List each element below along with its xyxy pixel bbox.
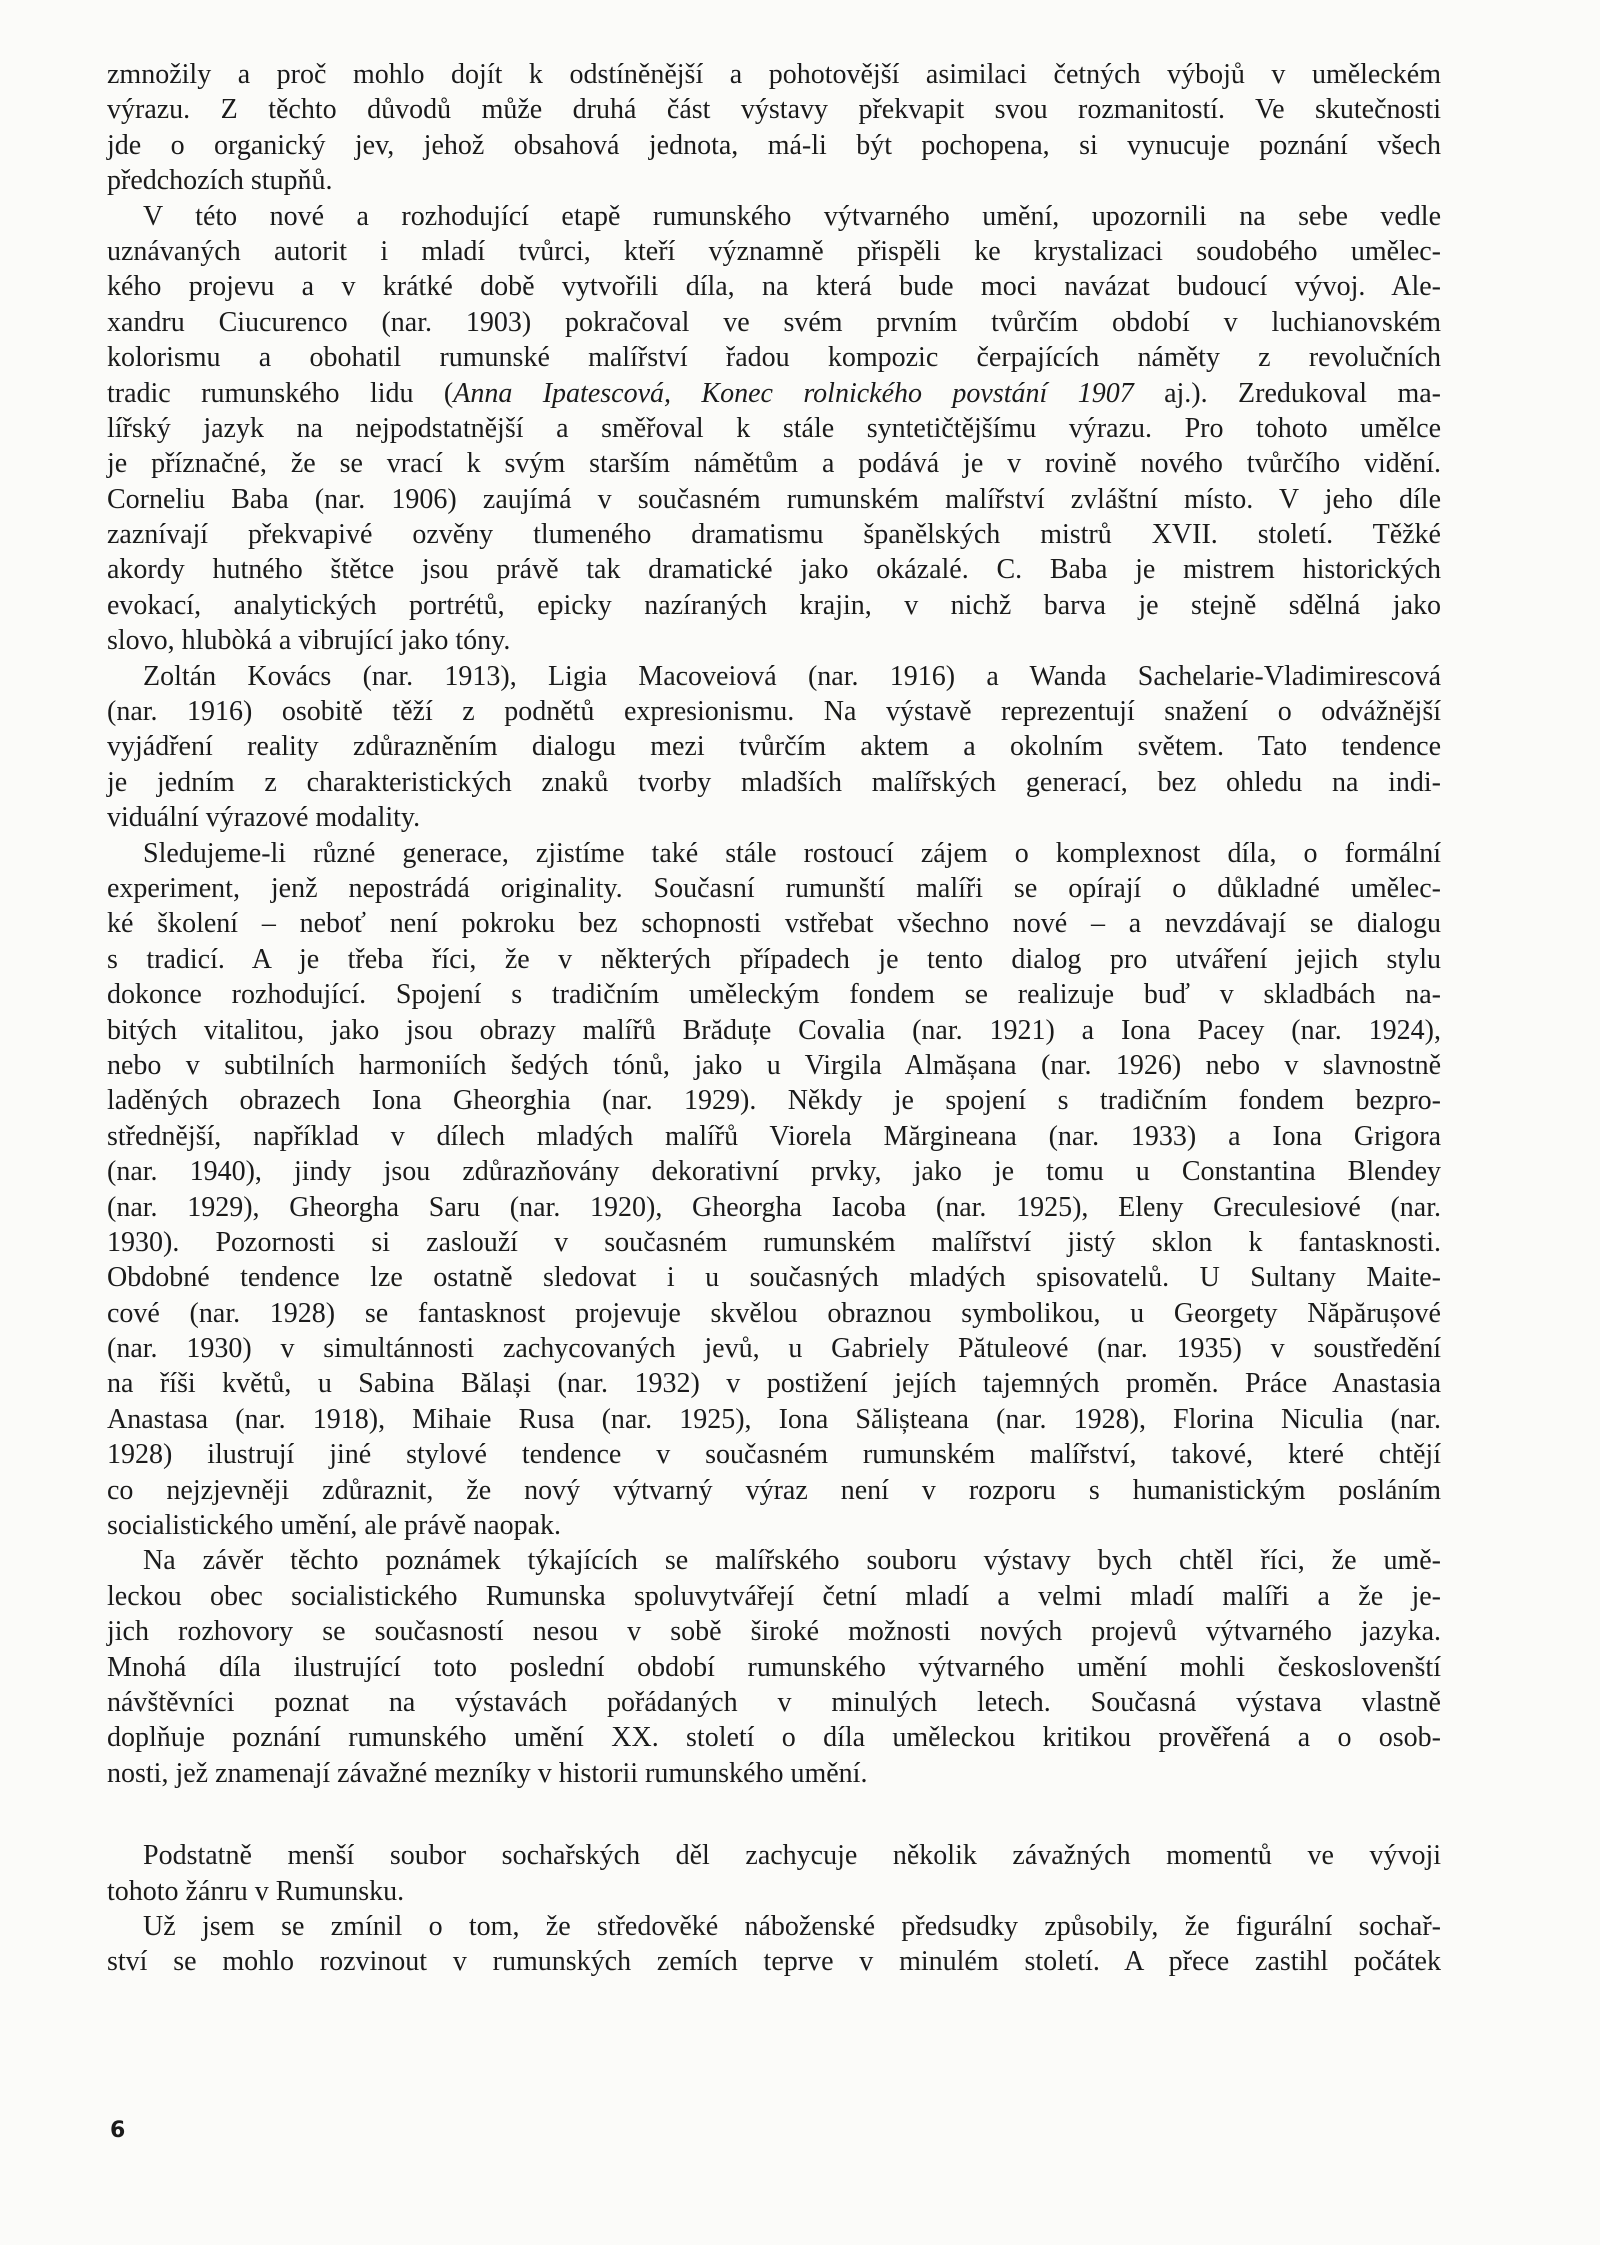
- text-line: Anastasa (nar. 1918), Mihaie Rusa (nar. 1925), Iona Sălișteana (nar. 1928), Florina Niculia (nar.: [107, 1403, 1441, 1435]
- text-line: předchozích stupňů.: [107, 165, 333, 197]
- text-line: Corneliu Baba (nar. 1906) zaujímá v současném rumunském malířství zvláštní místo. V jeho díle: [107, 483, 1441, 515]
- text-line: je jedním z charakteristických znaků tvorby mladších malířských generací, bez ohledu na indi-: [107, 766, 1441, 798]
- text-line: V této nové a rozhodující etapě rumunského výtvarného umění, upozornili na sebe vedle: [143, 200, 1441, 232]
- text-line: jich rozhovory se současností nesou v sobě široké možnosti nových projevů výtvarného jazyka.: [107, 1616, 1441, 1648]
- text-line: střednější, například v dílech mladých malířů Viorela Mărgineana (nar. 1933) a Iona Grigora: [107, 1120, 1441, 1152]
- text-line: vyjádření reality zdůrazněním dialogu mezi tvůrčím aktem a okolním světem. Tato tendence: [107, 731, 1441, 763]
- text-line: kého projevu a v krátké době vytvořili díla, na která bude moci navázat budoucí vývoj. Ale-: [107, 271, 1441, 303]
- text-line: na říši květů, u Sabina Bălași (nar. 1932) v postižení jejích tajemných proměn. Práce Anastasia: [107, 1368, 1441, 1400]
- text-line: Podstatně menší soubor sochařských děl zachycuje několik závažných momentů ve vývoji: [143, 1840, 1441, 1872]
- text-line: je příznačné, že se vrací k svým starším námětům a podává je v rovině nového tvůrčího vidění.: [107, 448, 1441, 480]
- text-line: jde o organický jev, jehož obsahová jednota, má-li být pochopena, si vynucuje poznání všech: [107, 129, 1441, 161]
- text-line: ké školení – neboť není pokroku bez schopnosti vstřebat všechno nové – a nevzdávají se dialogu: [107, 908, 1441, 940]
- text-line: 1930). Pozornosti si zaslouží v současném rumunském malířství jistý sklon k fantasknosti.: [107, 1226, 1441, 1258]
- paragraph: [107, 1543, 1441, 1791]
- paragraph: [107, 659, 1441, 836]
- text-line: leckou obec socialistického Rumunska spoluvytvářejí četní mladí a velmi mladí malíři a že je-: [107, 1580, 1441, 1612]
- text-line: bitých vitalitou, jako jsou obrazy malířů Brăduțe Covalia (nar. 1921) a Iona Pacey (nar. 1924),: [107, 1014, 1441, 1046]
- text-line: cové (nar. 1928) se fantasknost projevuje skvělou obraznou symbolikou, u Georgety Năpărușové: [107, 1297, 1441, 1329]
- text-line: návštěvníci poznat na výstavách pořádaných v minulých letech. Současná výstava vlastně: [107, 1686, 1441, 1718]
- text-line: zaznívají překvapivé ozvěny tlumeného dramatismu španělských mistrů XVII. století. Těžké: [107, 519, 1441, 551]
- text-line: tohoto žánru v Rumunsku.: [107, 1875, 405, 1907]
- paragraph: [107, 57, 1441, 199]
- text-segment: aj.). Zredukoval ma-: [1133, 377, 1442, 409]
- text-line: dokonce rozhodující. Spojení s tradičním uměleckým fondem se realizuje buď v skladbách na-: [107, 979, 1441, 1011]
- text-line: akordy hutného štětce jsou právě tak dramatické jako okázalé. C. Baba je mistrem historických: [107, 554, 1441, 586]
- text-line: lířský jazyk na nejpodstatnější a směřoval k stále syntetičtějšímu výrazu. Pro tohoto umělce: [107, 412, 1441, 444]
- text-line: slovo, hlubòká a vibrující jako tóny.: [107, 625, 511, 657]
- text-line: nosti, jež znamenají závažné mezníky v historii rumunského umění.: [107, 1757, 868, 1789]
- text-line: doplňuje poznání rumunského umění XX. století o díla uměleckou kritikou prověřená a o osob-: [107, 1722, 1441, 1754]
- text-line: Zoltán Kovács (nar. 1913), Ligia Macoveiová (nar. 1916) a Wanda Sachelarie-Vladimirescová: [143, 660, 1441, 692]
- text-line: experiment, jenž nepostrádá originality. Současní rumunští malíři se opírají o důkladné umělec-: [107, 872, 1441, 904]
- text-line: nebo v subtilních harmoniích šedých tónů, jako u Virgila Almășana (nar. 1926) nebo v slavnostně: [107, 1049, 1441, 1081]
- text-line: ství se mohlo rozvinout v rumunských zemích teprve v minulém století. A přece zastihl počátek: [107, 1946, 1441, 1978]
- text-line: laděných obrazech Iona Gheorghia (nar. 1929). Někdy je spojení s tradičním fondem bezpro-: [107, 1085, 1441, 1117]
- italic-title: Anna Ipatescová, Konec rolnického povstání 1907: [453, 377, 1134, 409]
- text-line: Sledujeme-li různé generace, zjistíme také stále rostoucí zájem o komplexnost díla, o formální: [143, 837, 1441, 869]
- text-line: socialistického umění, ale právě naopak.: [107, 1510, 562, 1542]
- text-line: Na závěr těchto poznámek týkajících se malířského souboru výstavy bych chtěl říci, že umě-: [143, 1545, 1441, 1577]
- article-body: [107, 57, 1441, 1980]
- text-line: (nar. 1930) v simultánnosti zachycovaných jevů, u Gabriely Pătuleové (nar. 1935) v soustředění: [107, 1333, 1441, 1365]
- text-line: s tradicí. A je třeba říci, že v některých případech je tento dialog pro utváření jejich stylu: [107, 943, 1441, 975]
- text-line: [107, 376, 1441, 411]
- text-line: co nejzjevněji zdůraznit, že nový výtvarný výraz není v rozporu s humanistickým posláním: [107, 1474, 1441, 1506]
- page-number: 6: [110, 2118, 126, 2143]
- text-line: evokací, analytických portrétů, epicky nazíraných krajin, v nichž barva je stejně sdělná jako: [107, 589, 1441, 621]
- text-line: uznávaných autorit i mladí tvůrci, kteří významně přispěli ke krystalizaci soudobého umělec-: [107, 235, 1441, 267]
- text-line: (nar. 1929), Gheorgha Saru (nar. 1920), Gheorgha Iacoba (nar. 1925), Eleny Greculesiové (nar.: [107, 1191, 1441, 1223]
- text-segment: tradic rumunského lidu (: [107, 377, 454, 409]
- text-line: xandru Ciucurenco (nar. 1903) pokračoval ve svém prvním tvůrčím období v luchianovském: [107, 306, 1441, 338]
- text-line: Mnohá díla ilustrující toto poslední období rumunského výtvarného umění mohli českoslovenští: [107, 1651, 1441, 1683]
- text-line: (nar. 1916) osobitě těží z podnětů expresionismu. Na výstavě reprezentují snažení o odvážnější: [107, 696, 1441, 728]
- text-line: Už jsem se zmínil o tom, že středověké náboženské předsudky způsobily, že figurální sochař-: [143, 1910, 1441, 1942]
- text-line: 1928) ilustrují jiné stylové tendence v současném rumunském malířství, takové, které chtějí: [107, 1439, 1441, 1471]
- text-line: kolorismu a obohatil rumunské malířství řadou kompozic čerpajících náměty z revolučních: [107, 342, 1441, 374]
- text-line: viduální výrazové modality.: [107, 802, 421, 834]
- paragraph: [107, 1838, 1441, 1909]
- paragraph: [107, 1909, 1441, 1980]
- text-line: (nar. 1940), jindy jsou zdůrazňovány dekorativní prvky, jako je tomu u Constantina Blendey: [107, 1156, 1441, 1188]
- paragraph: [107, 199, 1441, 659]
- paragraph: [107, 836, 1441, 1544]
- text-line: Obdobné tendence lze ostatně sledovat i u současných mladých spisovatelů. U Sultany Maite-: [107, 1262, 1441, 1294]
- text-line: zmnožily a proč mohlo dojít k odstíněnější a pohotovější asimilaci četných výbojů v uměleckém: [107, 59, 1441, 90]
- text-line: výrazu. Z těchto důvodů může druhá část výstavy překvapit svou rozmanitostí. Ve skutečnosti: [107, 94, 1441, 126]
